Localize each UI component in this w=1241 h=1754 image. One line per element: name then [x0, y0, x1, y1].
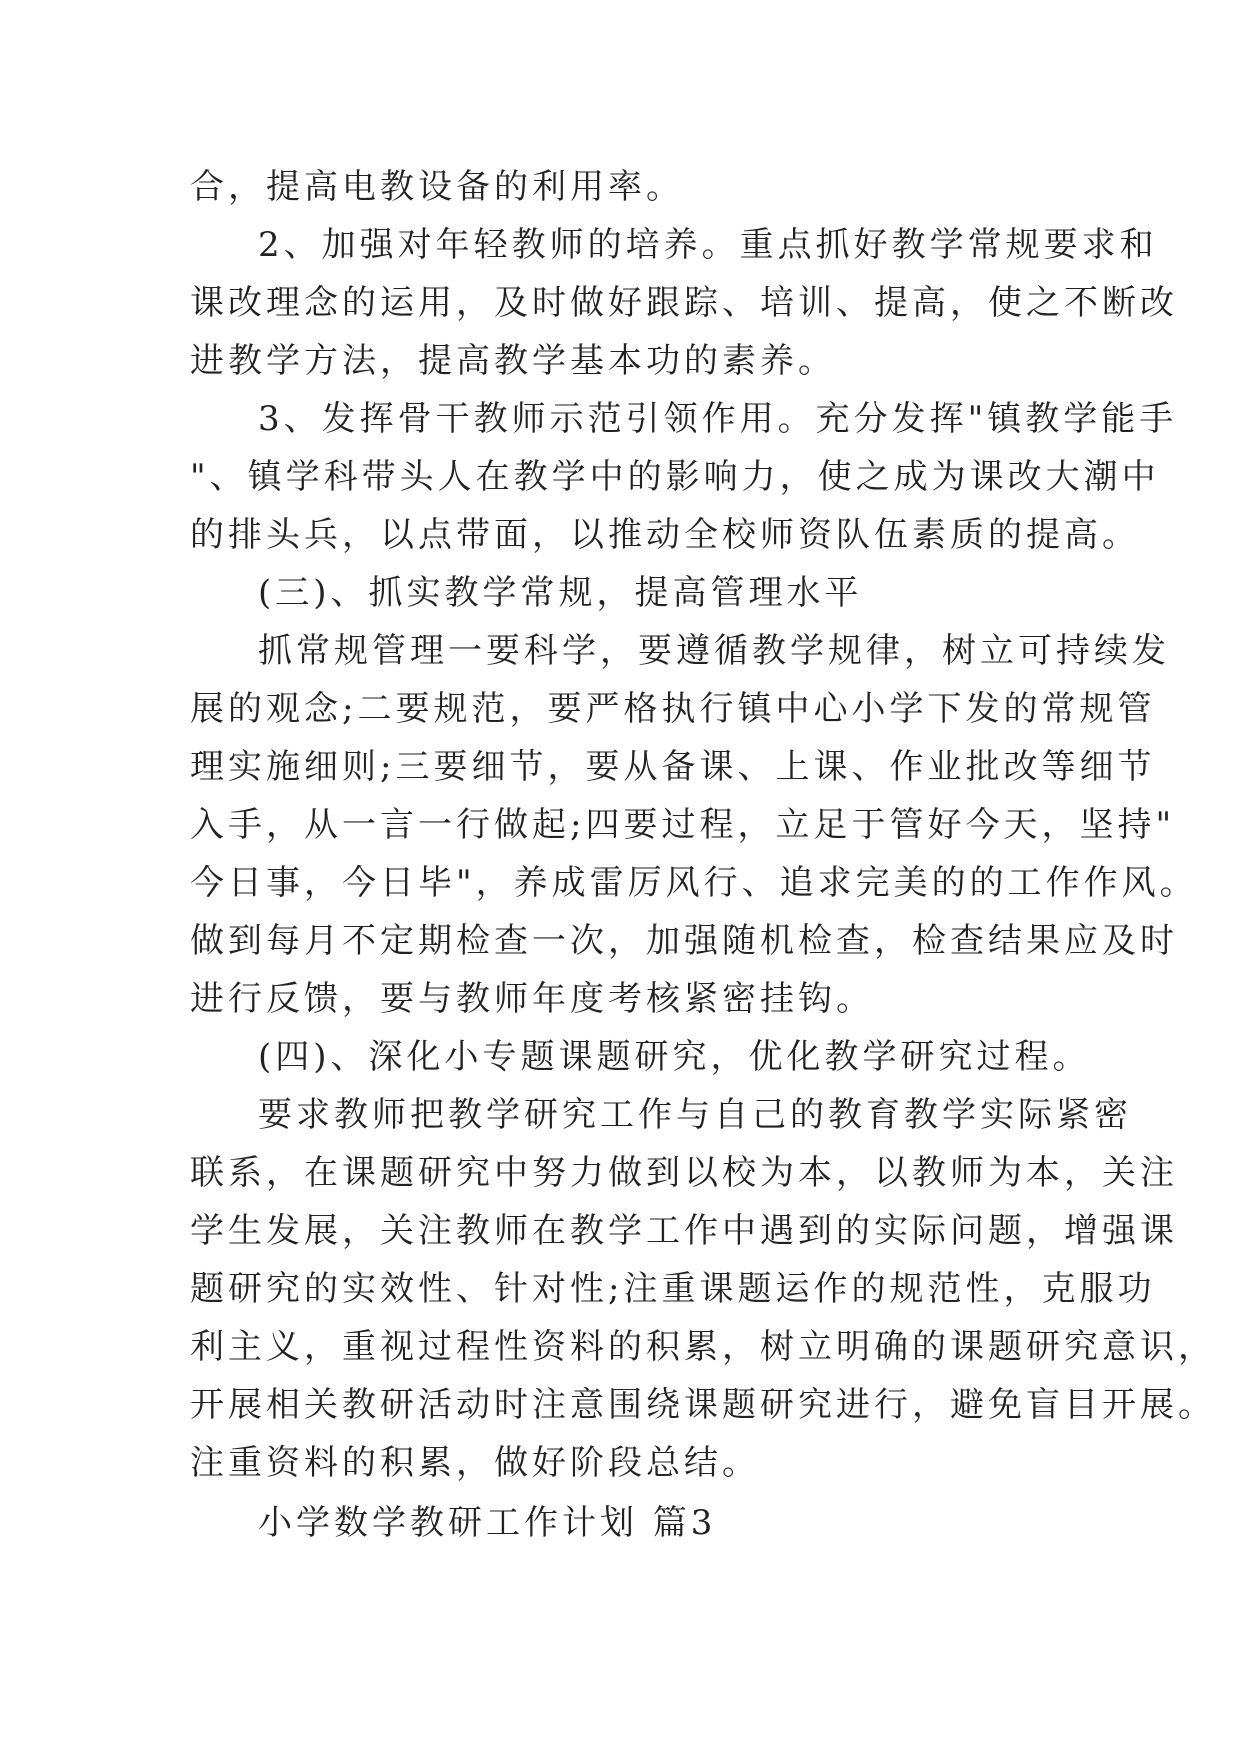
text-line: 今日事，今日毕"，养成雷厉风行、追求完美的的工作作风。: [190, 863, 1198, 903]
text-line: 利主义，重视过程性资料的积累，树立明确的课题研究意识，: [190, 1327, 1216, 1367]
text-line: 的排头兵，以点带面，以推动全校师资队伍素质的提高。: [190, 515, 1140, 555]
text-line: 学生发展，关注教师在教学工作中遇到的实际问题，增强课: [190, 1211, 1178, 1251]
text-line: 联系，在课题研究中努力做到以校为本，以教师为本，关注: [190, 1153, 1178, 1193]
section-heading: (三)、抓实教学常规，提高管理水平: [258, 573, 863, 613]
text-line: 理实施细则;三要细节，要从备课、上课、作业批改等细节: [190, 747, 1156, 787]
text-line: 展的观念;二要规范，要严格执行镇中心小学下发的常规管: [190, 689, 1156, 729]
text-line: 开展相关教研活动时注意围绕课题研究进行，避免盲目开展。: [190, 1385, 1216, 1425]
text-line: 课改理念的运用，及时做好跟踪、培训、提高，使之不断改: [190, 283, 1178, 323]
text-line: 3、发挥骨干教师示范引领作用。充分发挥"镇教学能手: [258, 399, 1178, 439]
text-line: 2、加强对年轻教师的培养。重点抓好教学常规要求和: [258, 225, 1158, 265]
text-line: 题研究的实效性、针对性;注重课题运作的规范性，克服功: [190, 1269, 1156, 1309]
text-line: 做到每月不定期检查一次，加强随机检查，检查结果应及时: [190, 921, 1178, 961]
text-line: 进教学方法，提高教学基本功的素养。: [190, 341, 836, 381]
text-line: 注重资料的积累，做好阶段总结。: [190, 1443, 760, 1483]
text-line: 要求教师把教学研究工作与自己的教育教学实际紧密: [258, 1095, 1132, 1135]
document-heading: 小学数学教研工作计划 篇3: [258, 1503, 717, 1543]
section-heading: (四)、深化小专题课题研究，优化教学研究过程。: [258, 1037, 1091, 1077]
text-line: "、镇学科带头人在教学中的影响力，使之成为课改大潮中: [190, 457, 1160, 497]
text-line: 进行反馈，要与教师年度考核紧密挂钩。: [190, 979, 874, 1019]
text-line: 抓常规管理一要科学，要遵循教学规律，树立可持续发: [258, 631, 1170, 671]
text-line: 合，提高电教设备的利用率。: [190, 167, 684, 207]
text-line: 入手，从一言一行做起;四要过程，立足于管好今天，坚持": [190, 805, 1176, 845]
